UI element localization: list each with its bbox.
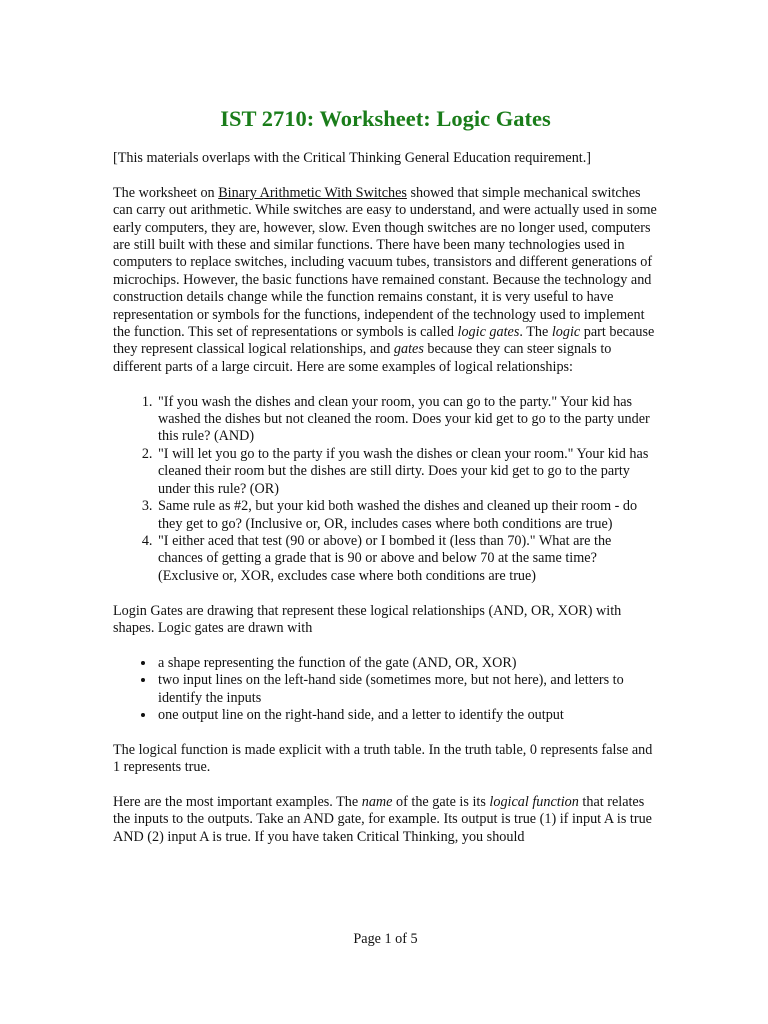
intro-paragraph: [113, 185, 658, 376]
list-item: • two input lines on the left-hand side (sometimes more, but not here), and letters to identify the inputs: [156, 672, 658, 707]
overlap-note: [This materials overlaps with the Critical Thinking General Education requirement.]: [113, 150, 592, 166]
examples-emphasis-name: name: [361, 793, 393, 810]
document-page: [113, 0, 658, 1024]
intro-emphasis-gates: gates: [393, 341, 424, 358]
list-item: 2. "I will let you go to the party if you wash the dishes or clean your room." Your kid has cleaned their room but the dishes are still dirty. Does your kid get to go to the party under this rule? (OR): [156, 446, 658, 498]
examples-emphasis-logical-function: logical function: [489, 793, 579, 810]
list-item: • a shape representing the function of the gate (AND, OR, XOR): [156, 655, 658, 672]
examples-list: [113, 394, 658, 585]
intro-text-main: showed that simple mechanical switches can carry out arithmetic. While switches are easy to understand, and were actually used in some early computers, they are, however, slow. Even though switches are no longer used, computers are still built with these and similar functions. There have been many technologies used in computers to replace switches, including vacuum tubes, transistors and different generations of microchips. However, the basic functions have remained constant. Because the technology and construction details change while the function remains constant, it is very useful to have representation or symbols for the functions, independent of the technology used to implement the function. This set of representations or symbols is called: [113, 184, 657, 341]
document-body: [113, 150, 658, 864]
list-item: 1. "If you wash the dishes and clean your room, you can go to the party." Your kid has washed the dishes but not cleaned the room. Does your kid get to go to the party under this rule? (AND): [156, 394, 658, 446]
examples-text-3: that relates the inputs to the outputs. Take an AND gate, for example. Its output is true (1) if input A is true AND (2) input A is true. If you have taken Critical Thinking, you should: [113, 793, 652, 845]
list-item: 4. "I either aced that test (90 or above) or I bombed it (less than 70)." What are the chances of getting a grade that is 90 or above and below 70 at the same time? (Exclusive or, XOR, excludes case where both conditions are true): [156, 533, 658, 585]
examples-text-2: of the gate is its: [392, 793, 490, 810]
intro-text-mid2: part because they represent classical logical relationships, and: [113, 324, 655, 358]
list-item: 3. Same rule as #2, but your kid both washed the dishes and cleaned up their room - do they get to go? (Inclusive or, OR, includes cases where both conditions are true): [156, 498, 658, 533]
intro-emphasis-logic-gates: logic gates: [457, 324, 520, 341]
intro-emphasis-logic: logic: [551, 324, 581, 341]
page-footer: Page 1 of 5: [353, 931, 418, 947]
page-title: IST 2710: Worksheet: Logic Gates: [220, 106, 551, 131]
intro-text-start: The worksheet on: [113, 184, 219, 201]
intro-text-end: because they can steer signals to different parts of a large circuit. Here are some examples of logical relationships:: [113, 341, 612, 375]
gates-intro-paragraph: Login Gates are drawing that represent these logical relationships (AND, OR, XOR) with shapes. Logic gates are drawn with: [113, 602, 622, 636]
examples-text-1: Here are the most important examples. The: [113, 793, 362, 810]
examples-paragraph: [113, 794, 658, 846]
binary-arithmetic-link[interactable]: Binary Arithmetic With Switches: [218, 184, 407, 201]
list-item: • one output line on the right-hand side, and a letter to identify the output: [156, 707, 658, 724]
gate-drawing-list: [113, 655, 658, 725]
truth-table-paragraph: The logical function is made explicit with a truth table. In the truth table, 0 represents false and 1 represents true.: [113, 741, 653, 776]
intro-text-mid1: . The: [519, 324, 552, 341]
